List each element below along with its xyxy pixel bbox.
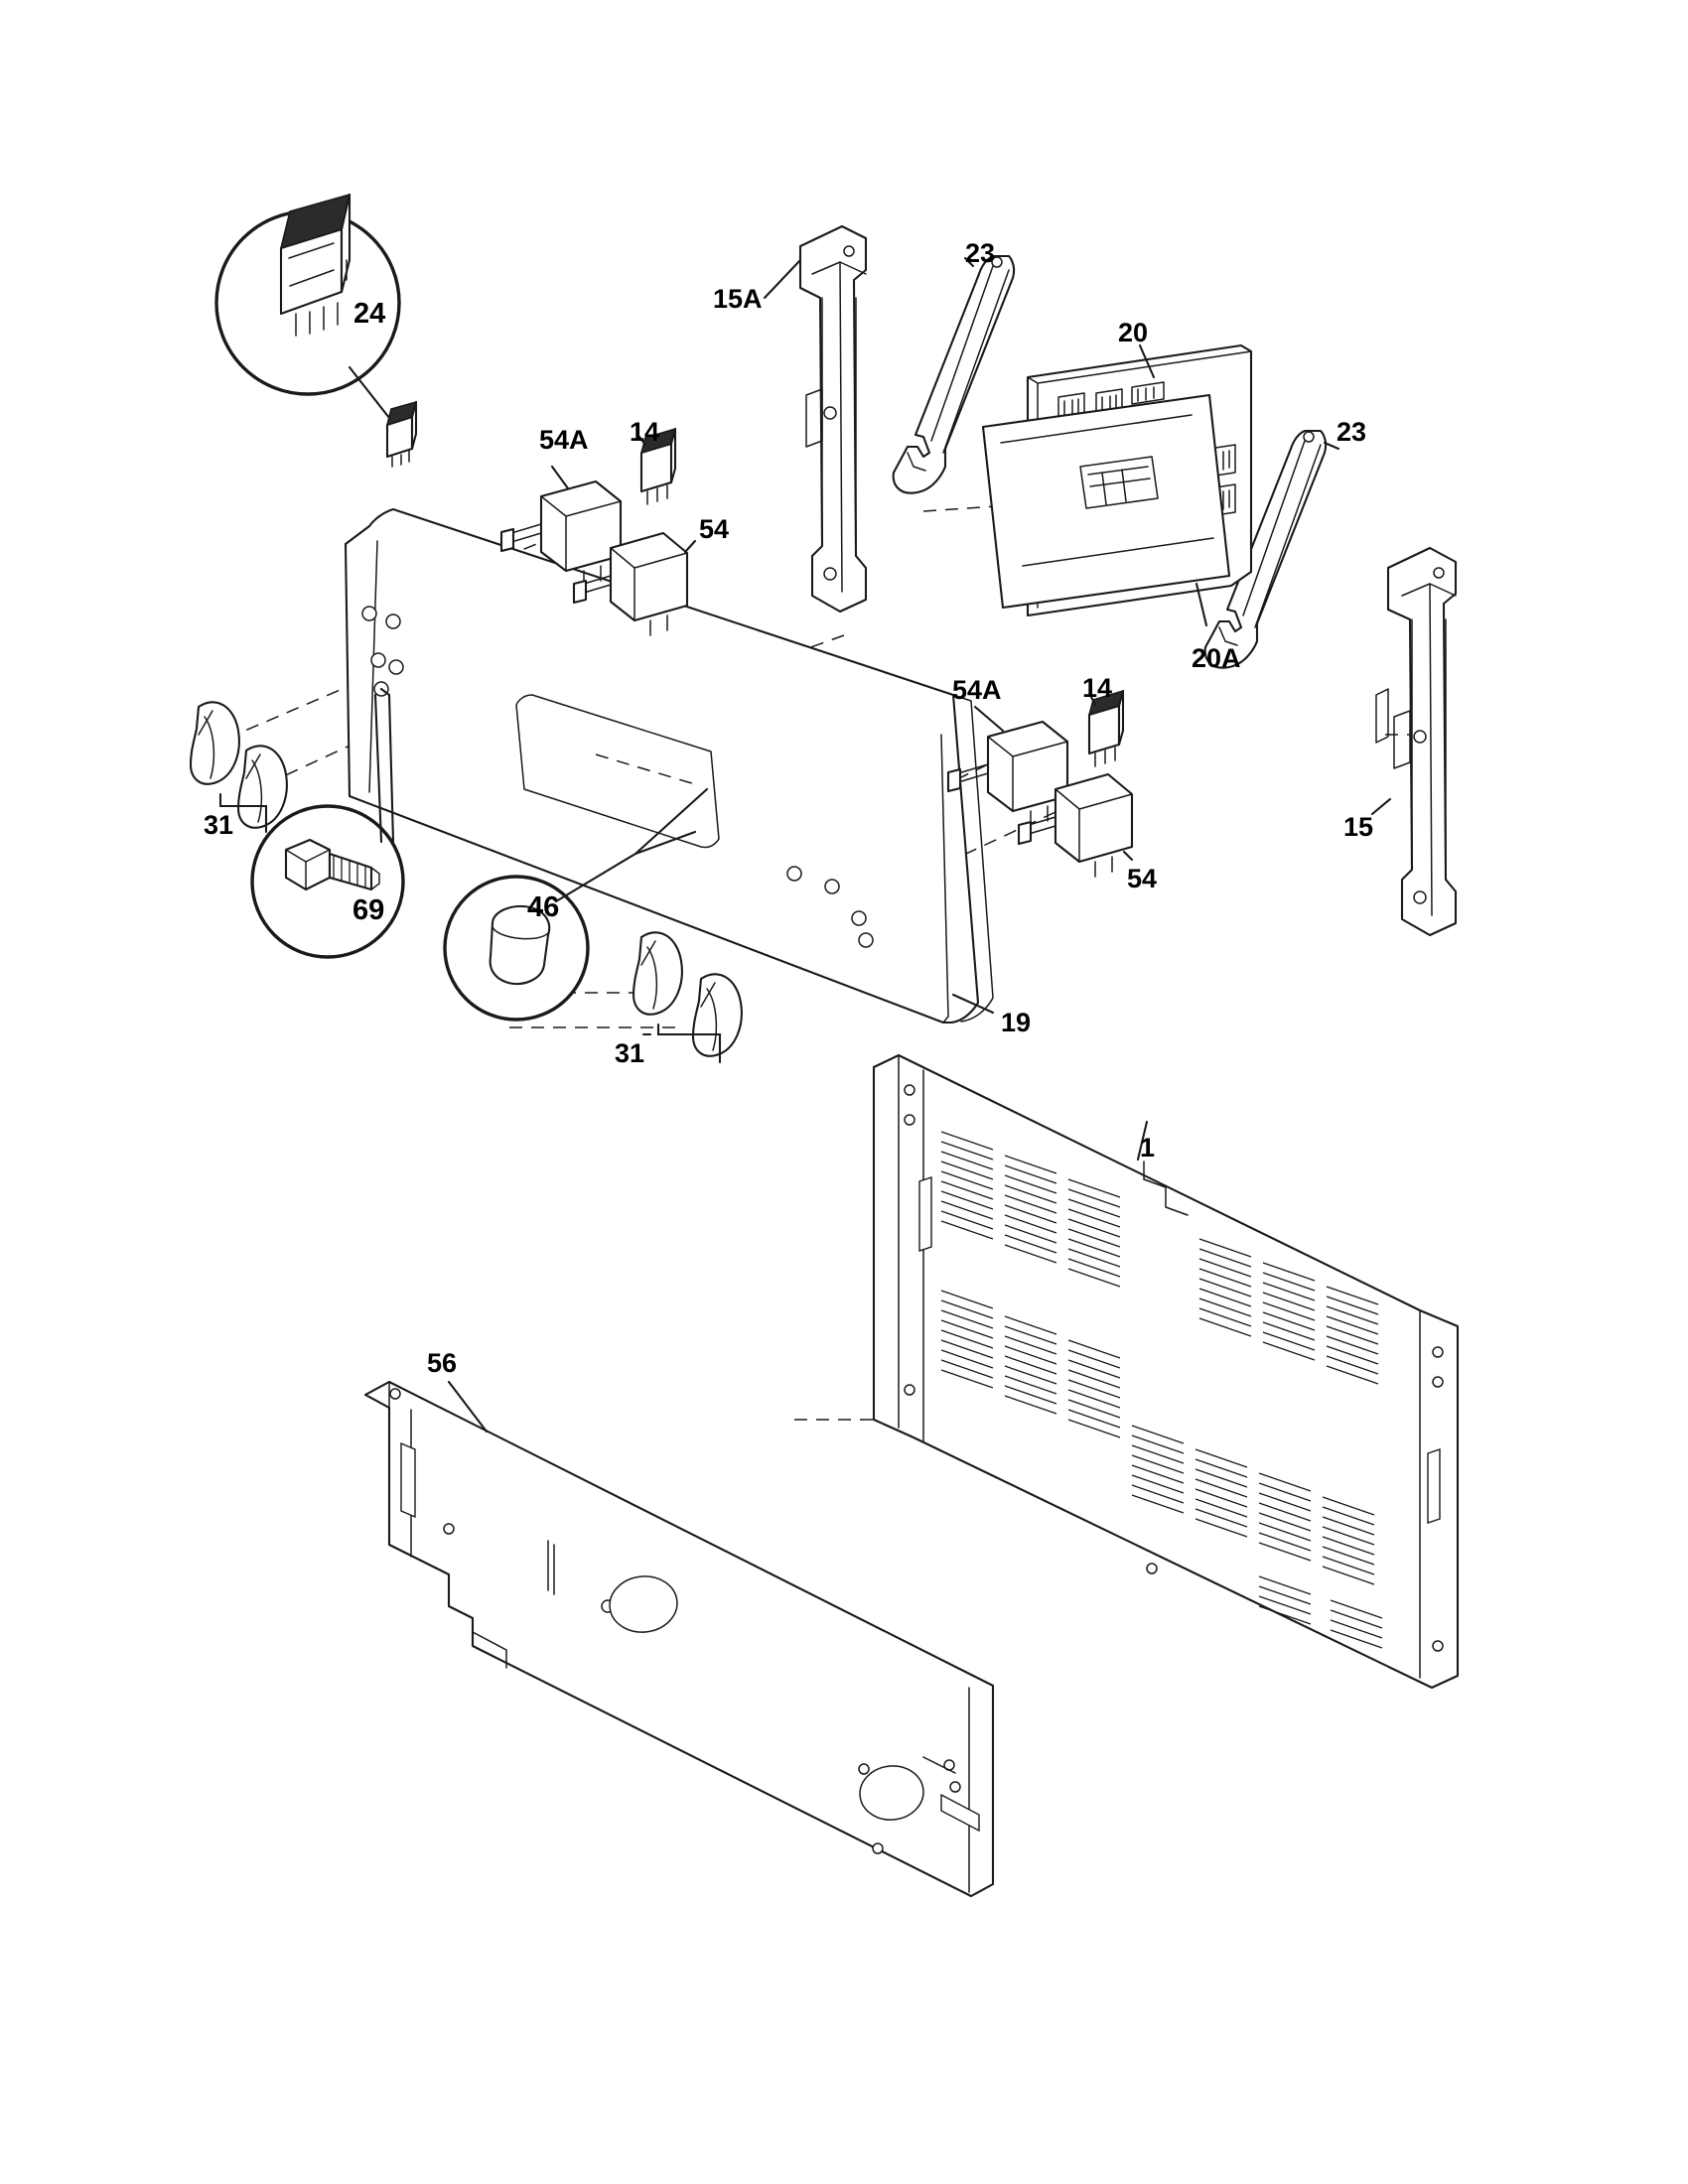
callout-20A: 20A	[1192, 643, 1241, 673]
switch-54A-lower	[948, 707, 1067, 826]
lower-rear-panel-56	[365, 1382, 993, 1896]
callout-54-lower: 54	[1127, 864, 1158, 893]
callout-1: 1	[1140, 1133, 1156, 1162]
callout-69: 69	[352, 894, 385, 926]
callout-23-right: 23	[1336, 417, 1367, 447]
callout-24: 24	[353, 298, 386, 330]
callout-15: 15	[1343, 812, 1374, 842]
bracket-15A	[765, 226, 866, 612]
knob-upper-a	[191, 702, 239, 783]
callout-54-upper: 54	[699, 514, 730, 544]
knob-pair-lower-31	[633, 932, 742, 1062]
callout-54A-upper: 54A	[539, 425, 589, 455]
callout-31-upper: 31	[204, 810, 234, 840]
knob-lower-a	[633, 932, 682, 1014]
rear-vented-panel-1	[874, 1055, 1458, 1688]
callout-46: 46	[527, 891, 560, 923]
callout-19: 19	[1001, 1008, 1032, 1037]
callout-20: 20	[1118, 318, 1149, 347]
callout-31-lower: 31	[615, 1038, 645, 1068]
callout-14-lower: 14	[1082, 673, 1113, 703]
callout-56: 56	[427, 1348, 458, 1378]
callout-23-left: 23	[965, 238, 996, 268]
callout-15A: 15A	[713, 284, 763, 314]
callout-54A-lower: 54A	[952, 675, 1002, 705]
control-board-20	[983, 345, 1251, 625]
rocker-switch-24	[387, 402, 416, 467]
callout-14-upper: 14	[630, 417, 660, 447]
knob-upper-b	[238, 746, 287, 827]
knob-lower-b	[693, 974, 742, 1055]
